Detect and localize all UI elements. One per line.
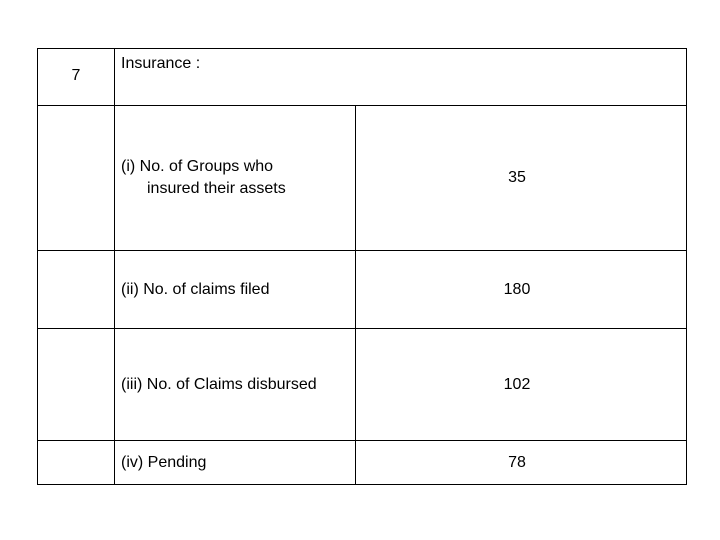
table-row [38, 251, 687, 329]
row-value: 78 [508, 453, 526, 471]
row-label-cell [115, 441, 356, 485]
section-title-cell [115, 49, 687, 106]
section-title: Insurance : [121, 55, 201, 72]
table-row [38, 106, 687, 251]
table-row [38, 441, 687, 485]
row-label: (iii) No. of Claims disbursed [121, 375, 317, 393]
row-label-line1: (i) No. of Groups who [121, 158, 274, 175]
row-label: (iv) Pending [121, 453, 207, 471]
row-value: 35 [508, 169, 526, 186]
row-value-cell [356, 329, 687, 441]
table-row-header [38, 49, 687, 106]
row-value: 180 [503, 280, 531, 298]
empty-cell [38, 251, 115, 329]
row-label-cell [115, 329, 356, 441]
row-value-cell [356, 441, 687, 485]
empty-cell [38, 329, 115, 441]
table-row [38, 329, 687, 441]
serial-number: 7 [71, 67, 81, 84]
row-value: 102 [503, 375, 531, 393]
row-label-line2: insured their assets [147, 180, 286, 197]
row-label-cell [115, 251, 356, 329]
empty-cell [38, 106, 115, 251]
row-value-cell [356, 251, 687, 329]
empty-cell [38, 441, 115, 485]
row-label: (ii) No. of claims filed [121, 280, 270, 298]
serial-number-cell [38, 49, 115, 106]
row-label-cell [115, 106, 356, 251]
insurance-table [37, 48, 687, 485]
row-value-cell [356, 106, 687, 251]
